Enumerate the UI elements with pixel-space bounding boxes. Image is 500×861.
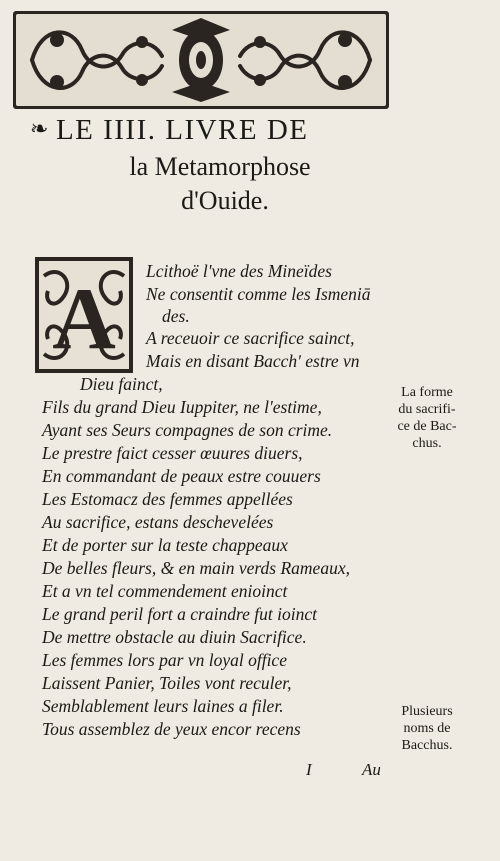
verse-line: Semblablement leurs laines a filer. (42, 696, 284, 716)
ornamental-initial (34, 256, 134, 374)
dropcap-letter: A (52, 271, 116, 368)
margin-note-line: chus. (412, 436, 442, 451)
title-text: LE IIII. LIVRE DE (55, 114, 309, 146)
margin-note-line: Bacchus. (401, 738, 453, 753)
fleuron-icon: ❧ (30, 116, 50, 141)
verse-line: Et a vn tel commendement enioinct (42, 581, 288, 601)
verse-line: Fils du grand Dieu Iuppiter, ne l'estime, (42, 397, 322, 417)
verse-line: Ne consentit comme les Ismeniā (146, 284, 371, 304)
verse-line: des. (162, 306, 190, 326)
verse-line: Lcithoë l'vne des Mineïdes (146, 261, 332, 281)
verse-line: Le grand peril fort a craindre fut ioinct (42, 604, 317, 624)
verse-line: Et de porter sur la teste chappeaux (42, 535, 288, 555)
verse-line: A receuoir ce sacrifice sainct, (146, 328, 355, 348)
book-title-line-3: d'Ouide. (181, 186, 269, 215)
verse-line: Au sacrifice, estans deschevelées (42, 512, 274, 532)
signature-mark: I (306, 760, 312, 779)
catchword: Au (362, 760, 381, 779)
verse-line: Mais en disant Bacchʹ estre vn (146, 351, 360, 371)
margin-note-names (372, 703, 482, 754)
verse-line: Laissent Panier, Toiles vont reculer, (42, 673, 292, 693)
verse-line: Tous assemblez de yeux encor recens (42, 719, 301, 739)
margin-note-line: La forme (401, 385, 453, 400)
verse-line: Ayant ses Seurs compagnes de son crime. (42, 420, 333, 440)
margin-note-line: du sacrifi- (398, 402, 456, 417)
margin-note-sacrifice (372, 384, 482, 452)
verse-line: Le prestre faict cesser œuures diuers, (42, 443, 303, 463)
margin-note-line: ce de Bac- (397, 419, 457, 434)
verse-line: Les femmes lors par vn loyal office (42, 650, 287, 670)
book-title-line-2: la Metamorphose (129, 152, 311, 181)
margin-note-line: noms de (403, 721, 451, 736)
verse-line: Les Estomacz des femmes appellées (42, 489, 293, 509)
verse-line: Dieu fainct, (80, 374, 163, 394)
verse-line: De mettre obstacle au diuin Sacrifice. (42, 627, 307, 647)
verse-line: En commandant de peaux estre couuers (42, 466, 321, 486)
book-title-line-1 (30, 114, 390, 147)
headpiece-ornament (12, 10, 390, 110)
margin-note-line: Plusieurs (401, 704, 453, 719)
verse-line: De belles fleurs, & en main verds Rameaux, (42, 558, 350, 578)
